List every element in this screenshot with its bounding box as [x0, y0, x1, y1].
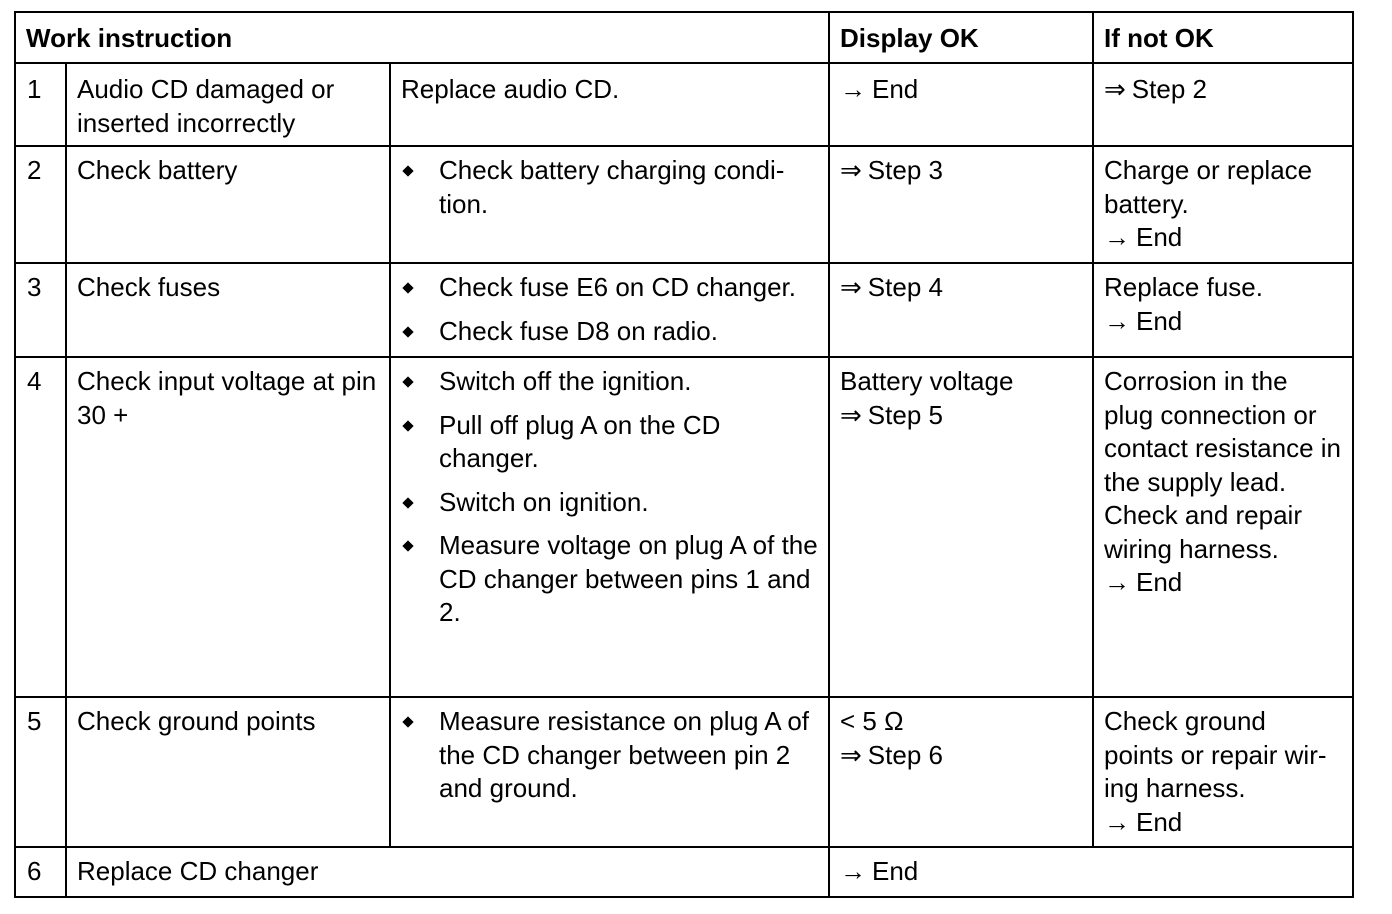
result-text: End [872, 74, 919, 104]
double-arrow-icon: ⇒ [840, 399, 862, 430]
action-text: Measure resistance on plug A of the CD changer between pin 2 and ground. [439, 706, 810, 803]
result-text: End [1136, 222, 1183, 252]
table-row [15, 63, 1353, 146]
actions-cell [390, 357, 829, 697]
table-row [15, 697, 1353, 847]
arrow-icon: → [840, 74, 866, 104]
step-number: 5 [15, 697, 66, 847]
diamond-bullet-icon [402, 326, 413, 337]
action-item [401, 409, 818, 476]
action-text: Check fuse D8 on radio. [439, 315, 718, 346]
double-arrow-icon: ⇒ [1104, 74, 1126, 104]
action-item [401, 154, 818, 221]
step-number: 4 [15, 357, 66, 697]
display-ok-cell [829, 697, 1093, 847]
check-item: Check input voltage at pin 30 + [66, 357, 390, 697]
action-item [401, 271, 818, 305]
result-text: Step 5 [867, 399, 943, 430]
check-item: Audio CD damaged or inserted incorrectly [66, 63, 390, 146]
result-line [1104, 305, 1342, 339]
diamond-bullet-icon [402, 420, 413, 431]
result-text: Replace fuse. [1104, 272, 1263, 302]
action-text: Pull off plug A on the CD changer. [439, 409, 721, 473]
result-text: End [1136, 567, 1183, 597]
header-if-not-ok: If not OK [1093, 12, 1353, 63]
table-row [15, 146, 1353, 263]
result-line [840, 73, 1082, 107]
result-text: Corrosion in the plug connection or contact resistance in the supply lead. Check and repair wiring harness. [1104, 366, 1342, 564]
arrow-icon: → [1104, 305, 1130, 336]
result-line [1104, 806, 1342, 840]
action-text: Switch off the ignition. [439, 366, 692, 396]
if-not-ok-cell [1093, 697, 1353, 847]
diamond-bullet-icon [402, 497, 413, 508]
result-line [1104, 566, 1342, 600]
diamond-bullet-icon [402, 282, 413, 293]
display-ok-cell [829, 847, 1353, 897]
result-line [840, 399, 1082, 433]
step-number: 1 [15, 63, 66, 146]
check-item: Check fuses [66, 263, 390, 357]
action-list [401, 365, 818, 630]
result-text: Step 3 [867, 155, 943, 185]
diamond-bullet-icon [402, 376, 413, 387]
action-item [401, 705, 818, 806]
table-row [15, 847, 1353, 897]
action-list [401, 271, 818, 348]
result-text: < 5 Ω [840, 706, 904, 736]
result-text: Charge or replace battery. [1104, 155, 1313, 219]
double-arrow-icon: ⇒ [840, 155, 862, 185]
result-line [840, 154, 1082, 188]
header-display-ok: Display OK [829, 12, 1093, 63]
arrow-icon: → [1104, 222, 1130, 252]
diamond-bullet-icon [402, 540, 413, 551]
check-item: Check battery [66, 146, 390, 263]
action-list [401, 154, 818, 221]
display-ok-cell [829, 63, 1093, 146]
if-not-ok-cell [1093, 63, 1353, 146]
action-text: Measure voltage on plug A of the CD changer between pins 1 and 2. [439, 530, 818, 627]
check-item: Replace CD changer [66, 847, 829, 897]
result-text: End [1136, 305, 1183, 336]
actions-cell [390, 697, 829, 847]
if-not-ok-cell [1093, 146, 1353, 263]
action-item [401, 529, 818, 630]
action-text: Check battery charging condi-tion. [439, 155, 785, 219]
action-text: Check fuse E6 on CD changer. [439, 272, 796, 302]
double-arrow-icon: ⇒ [840, 739, 862, 770]
arrow-icon: → [840, 856, 866, 886]
display-ok-cell [829, 357, 1093, 697]
arrow-icon: → [1104, 567, 1130, 597]
result-line [840, 271, 1082, 305]
result-text: Step 4 [867, 272, 943, 302]
action-item [401, 365, 818, 399]
action-item [401, 315, 818, 349]
actions-cell [390, 263, 829, 357]
diamond-bullet-icon [402, 165, 413, 176]
arrow-icon: → [1104, 806, 1130, 837]
action-text: Switch on ignition. [439, 486, 649, 517]
result-line [1104, 221, 1342, 255]
if-not-ok-cell [1093, 357, 1353, 697]
result-line [840, 739, 1082, 773]
actions-cell [390, 146, 829, 263]
result-text: End [1136, 806, 1183, 837]
result-text: Check ground points or repair wir-ing harness. [1104, 706, 1327, 803]
action-list [401, 705, 818, 806]
action-item [401, 486, 818, 520]
diamond-bullet-icon [402, 716, 413, 727]
result-text: End [872, 856, 919, 886]
work-instruction-table [14, 11, 1354, 898]
step-number: 2 [15, 146, 66, 263]
check-item: Check ground points [66, 697, 390, 847]
display-ok-cell [829, 146, 1093, 263]
display-ok-cell [829, 263, 1093, 357]
result-line [1104, 73, 1342, 107]
table-row [15, 357, 1353, 697]
header-row [15, 12, 1353, 63]
step-number: 6 [15, 847, 66, 897]
header-work-instruction: Work instruction [15, 12, 829, 63]
result-text: Step 6 [867, 739, 943, 770]
table-row [15, 263, 1353, 357]
step-number: 3 [15, 263, 66, 357]
double-arrow-icon: ⇒ [840, 272, 862, 302]
result-text: Step 2 [1131, 74, 1207, 104]
result-text: Battery voltage [840, 366, 1014, 396]
result-line [840, 855, 1342, 889]
if-not-ok-cell [1093, 263, 1353, 357]
action-text: Replace audio CD. [390, 63, 829, 146]
